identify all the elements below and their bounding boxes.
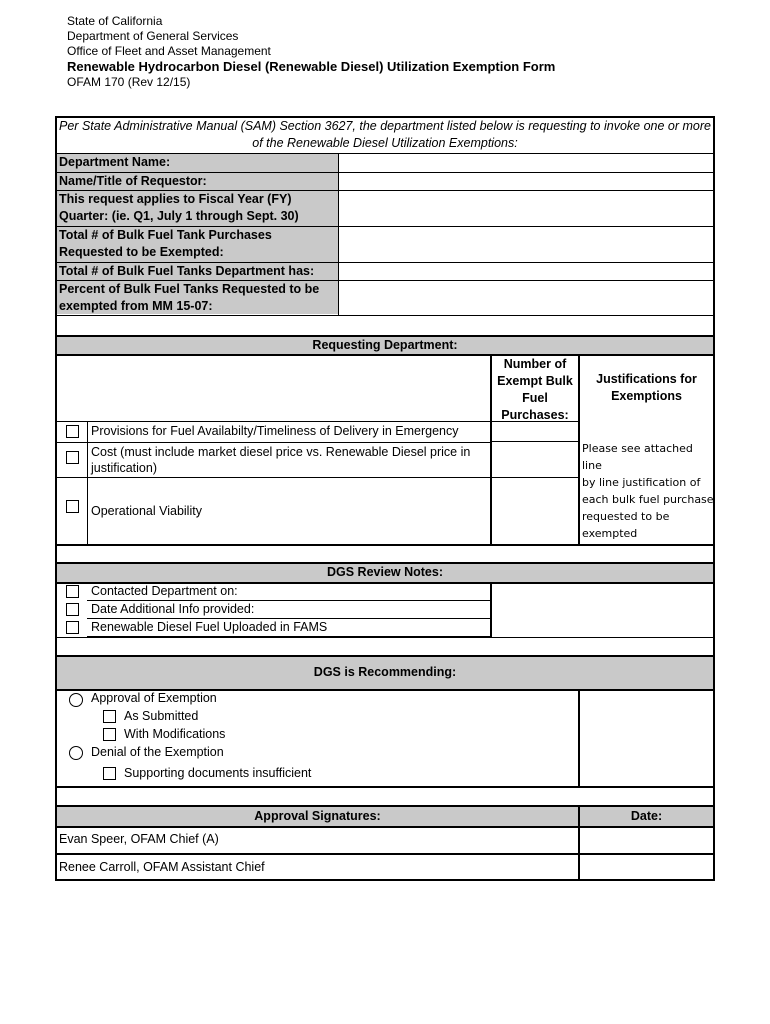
justification-note-line-1: Please see attached line: [582, 442, 693, 472]
approval-label: Approval of Exemption: [91, 691, 217, 705]
bulk-purchases-field[interactable]: [340, 227, 713, 262]
cost-number-field[interactable]: [493, 443, 577, 476]
cost-checkbox[interactable]: [66, 451, 79, 464]
with-modifications-label: With Modifications: [124, 727, 226, 741]
contacted-department-checkbox[interactable]: [66, 585, 79, 598]
fy-quarter-label-2: Quarter: (ie. Q1, July 1 through Sept. 30): [59, 209, 299, 223]
justification-note-line-2: by line justification of: [582, 476, 701, 489]
justification-note-line-4: requested to be: [582, 510, 670, 523]
requesting-department-header: Requesting Department:: [312, 338, 458, 352]
number-column-header: [492, 356, 578, 424]
form-number: OFAM 170 (Rev 12/15): [67, 75, 191, 89]
state-line: State of California: [67, 14, 163, 28]
operational-viability-label: Operational Viability: [91, 504, 202, 518]
justification-header-line-2: Exemptions: [611, 389, 682, 403]
bulk-purchases-label-2: Requested to be Exempted:: [59, 245, 224, 259]
justification-note: [582, 440, 714, 542]
total-tanks-label: Total # of Bulk Fuel Tanks Department has:: [59, 264, 315, 278]
additional-info-label: Date Additional Info provided:: [91, 602, 255, 616]
date-header: Date:: [630, 809, 663, 823]
denial-label: Denial of the Exemption: [91, 745, 224, 759]
fams-upload-checkbox[interactable]: [66, 621, 79, 634]
insufficient-docs-label: Supporting documents insufficient: [124, 766, 312, 780]
recommendation-notes-field[interactable]: [581, 691, 713, 785]
chief-signature-field[interactable]: [300, 828, 577, 852]
department-name-field[interactable]: [340, 154, 713, 172]
cost-label-1: Cost (must include market diesel price vs. Renewable Diesel price in: [91, 445, 471, 459]
form-header: [67, 14, 555, 90]
approval-radio[interactable]: [69, 693, 83, 707]
office-line: Office of Fleet and Asset Management: [67, 44, 271, 58]
intro-text: Per State Administrative Manual (SAM) Section 3627, the department listed below is requesting to invoke one or more of the Renewable Diesel Utilization Exemptions:: [59, 119, 711, 150]
with-modifications-checkbox[interactable]: [103, 728, 116, 741]
as-submitted-label: As Submitted: [124, 709, 199, 723]
form-title: Renewable Hydrocarbon Diesel (Renewable Diesel) Utilization Exemption Form: [67, 59, 556, 74]
emergency-provisions-label: Provisions for Fuel Availabilty/Timeliness of Delivery in Emergency: [91, 424, 459, 438]
emergency-provisions-checkbox[interactable]: [66, 425, 79, 438]
justification-header-line-1: Justifications for: [596, 372, 697, 386]
chief-date-field[interactable]: [581, 828, 713, 852]
additional-info-checkbox[interactable]: [66, 603, 79, 616]
number-header-line-2: Exempt Bulk: [497, 374, 573, 388]
assistant-signature-field[interactable]: [300, 855, 577, 879]
requestor-label: Name/Title of Requestor:: [59, 174, 207, 188]
bulk-purchases-label-1: Total # of Bulk Fuel Tank Purchases: [59, 228, 272, 242]
operational-viability-checkbox[interactable]: [66, 500, 79, 513]
insufficient-docs-checkbox[interactable]: [103, 767, 116, 780]
requestor-field[interactable]: [340, 173, 713, 190]
fy-quarter-field[interactable]: [340, 191, 713, 226]
cost-label-2: justification): [91, 461, 157, 475]
department-line: Department of General Services: [67, 29, 239, 43]
review-notes-field[interactable]: [493, 584, 713, 636]
department-name-label: Department Name:: [59, 155, 171, 169]
fams-upload-label: Renewable Diesel Fuel Uploaded in FAMS: [91, 620, 328, 634]
percent-label-2: exempted from MM 15-07:: [59, 299, 213, 313]
recommending-header: DGS is Recommending:: [313, 665, 457, 679]
justification-note-line-5: exempted: [582, 527, 638, 540]
total-tanks-field[interactable]: [340, 263, 713, 280]
justification-column-header: [580, 371, 713, 405]
signer-assistant-chief: Renee Carroll, OFAM Assistant Chief: [59, 860, 265, 874]
percent-label-1: Percent of Bulk Fuel Tanks Requested to be: [59, 282, 320, 296]
review-notes-header: DGS Review Notes:: [326, 565, 443, 579]
number-header-line-1: Number of: [503, 357, 567, 371]
signer-chief: Evan Speer, OFAM Chief (A): [59, 832, 219, 846]
approval-signatures-header: Approval Signatures:: [254, 809, 381, 823]
percent-field[interactable]: [340, 281, 713, 315]
operational-number-field[interactable]: [493, 479, 577, 543]
justification-note-line-3: each bulk fuel purchase: [582, 493, 714, 506]
denial-radio[interactable]: [69, 746, 83, 760]
number-header-line-3: Fuel: [522, 391, 548, 405]
assistant-date-field[interactable]: [581, 855, 713, 879]
number-header-line-4: Purchases:: [501, 408, 569, 422]
fy-quarter-label-1: This request applies to Fiscal Year (FY): [59, 192, 292, 206]
contacted-department-label: Contacted Department on:: [91, 584, 238, 598]
as-submitted-checkbox[interactable]: [103, 710, 116, 723]
